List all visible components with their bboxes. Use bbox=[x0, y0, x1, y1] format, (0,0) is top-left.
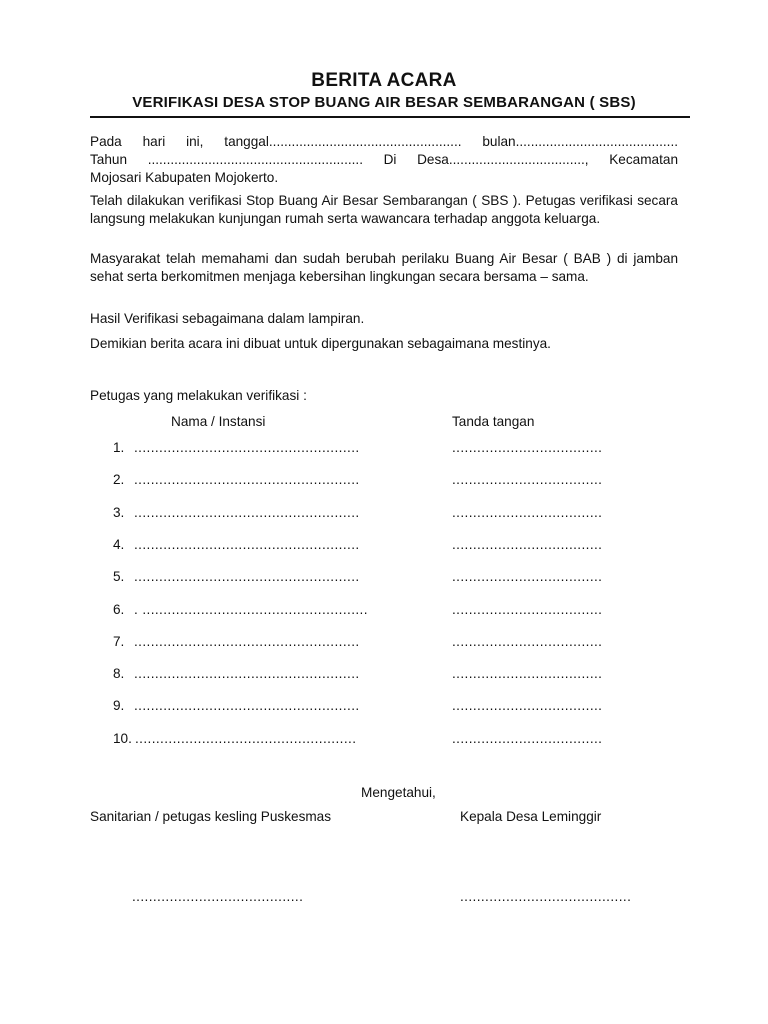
row-number: 8. bbox=[113, 666, 125, 681]
row-number: 1. bbox=[113, 440, 125, 455]
row-number: 6. bbox=[113, 602, 125, 617]
verifier-signature-field[interactable]: .................................... bbox=[452, 505, 603, 520]
verifier-name-field[interactable]: . ...................................................... bbox=[134, 602, 368, 617]
intro-line-3: Mojosari Kabupaten Mojokerto. bbox=[90, 170, 279, 185]
verifier-heading: Petugas yang melakukan verifikasi : bbox=[90, 388, 307, 403]
verifier-signature-field[interactable]: .................................... bbox=[452, 602, 603, 617]
row-number: 7. bbox=[113, 634, 125, 649]
verifier-signature-field[interactable]: .................................... bbox=[452, 537, 603, 552]
document-subtitle: VERIFIKASI DESA STOP BUANG AIR BESAR SEMBARANGAN ( SBS) bbox=[132, 94, 636, 111]
verifier-signature-field[interactable]: .................................... bbox=[452, 440, 603, 455]
row-number: 9. bbox=[113, 698, 125, 713]
closing-paragraph: Demikian berita acara ini dibuat untuk dipergunakan sebagaimana mestinya. bbox=[90, 336, 551, 351]
document-title: BERITA ACARA bbox=[311, 70, 457, 91]
village-head-role: Kepala Desa Leminggir bbox=[460, 809, 602, 824]
verifier-name-field[interactable]: ...................................................... bbox=[134, 569, 360, 584]
sanitarian-role: Sanitarian / petugas kesling Puskesmas bbox=[90, 809, 332, 824]
row-number: 10. bbox=[113, 731, 132, 746]
sanitarian-signature-line[interactable]: ......................................... bbox=[132, 889, 304, 904]
verifier-name-field[interactable]: ...................................................... bbox=[134, 634, 360, 649]
row-number: 3. bbox=[113, 505, 125, 520]
verifier-name-field[interactable]: ...................................................... bbox=[134, 472, 360, 487]
verifier-name-field[interactable]: ...................................................... bbox=[134, 505, 360, 520]
title-divider bbox=[90, 116, 690, 118]
intro-line-2: Tahun ......................................................... Di Desa...................................., Kecamatan bbox=[90, 152, 678, 167]
verifier-name-field[interactable]: ...................................................... bbox=[134, 440, 360, 455]
verifier-name-field[interactable]: ...................................................... bbox=[134, 666, 360, 681]
community-paragraph: Masyarakat telah memahami dan sudah berubah perilaku Buang Air Besar ( BAB ) di jamban sehat serta berkomitmen menjaga kebersihan lingkungan secara bersama – sama. bbox=[90, 251, 678, 284]
column-sign-header: Tanda tangan bbox=[452, 414, 535, 429]
verifier-signature-field[interactable]: .................................... bbox=[452, 666, 603, 681]
verifier-signature-field[interactable]: .................................... bbox=[452, 634, 603, 649]
acknowledge-label: Mengetahui, bbox=[361, 785, 436, 800]
verifier-signature-field[interactable]: .................................... bbox=[452, 472, 603, 487]
column-name-header: Nama / Instansi bbox=[171, 414, 266, 429]
verifier-signature-field[interactable]: .................................... bbox=[452, 569, 603, 584]
intro-paragraph bbox=[90, 133, 678, 187]
verification-paragraph: Telah dilakukan verifikasi Stop Buang Air Besar Sembarangan ( SBS ). Petugas verifikasi secara langsung melakukan kunjungan rumah serta wawancara terhadap anggota keluarga. bbox=[90, 193, 678, 226]
verifier-name-field[interactable]: ...................................................... bbox=[134, 698, 360, 713]
result-paragraph: Hasil Verifikasi sebagaimana dalam lampiran. bbox=[90, 311, 365, 326]
row-number: 4. bbox=[113, 537, 125, 552]
row-number: 5. bbox=[113, 569, 125, 584]
village-head-signature-line[interactable]: ......................................... bbox=[460, 889, 632, 904]
intro-line-1: Pada hari ini, tanggal................................................... bulan........................................... bbox=[90, 134, 678, 149]
verifier-name-field[interactable]: ...................................................... bbox=[134, 537, 360, 552]
row-number: 2. bbox=[113, 472, 125, 487]
verifier-name-field[interactable]: ..................................................... bbox=[135, 731, 357, 746]
verifier-signature-field[interactable]: .................................... bbox=[452, 731, 603, 746]
verifier-signature-field[interactable]: .................................... bbox=[452, 698, 603, 713]
